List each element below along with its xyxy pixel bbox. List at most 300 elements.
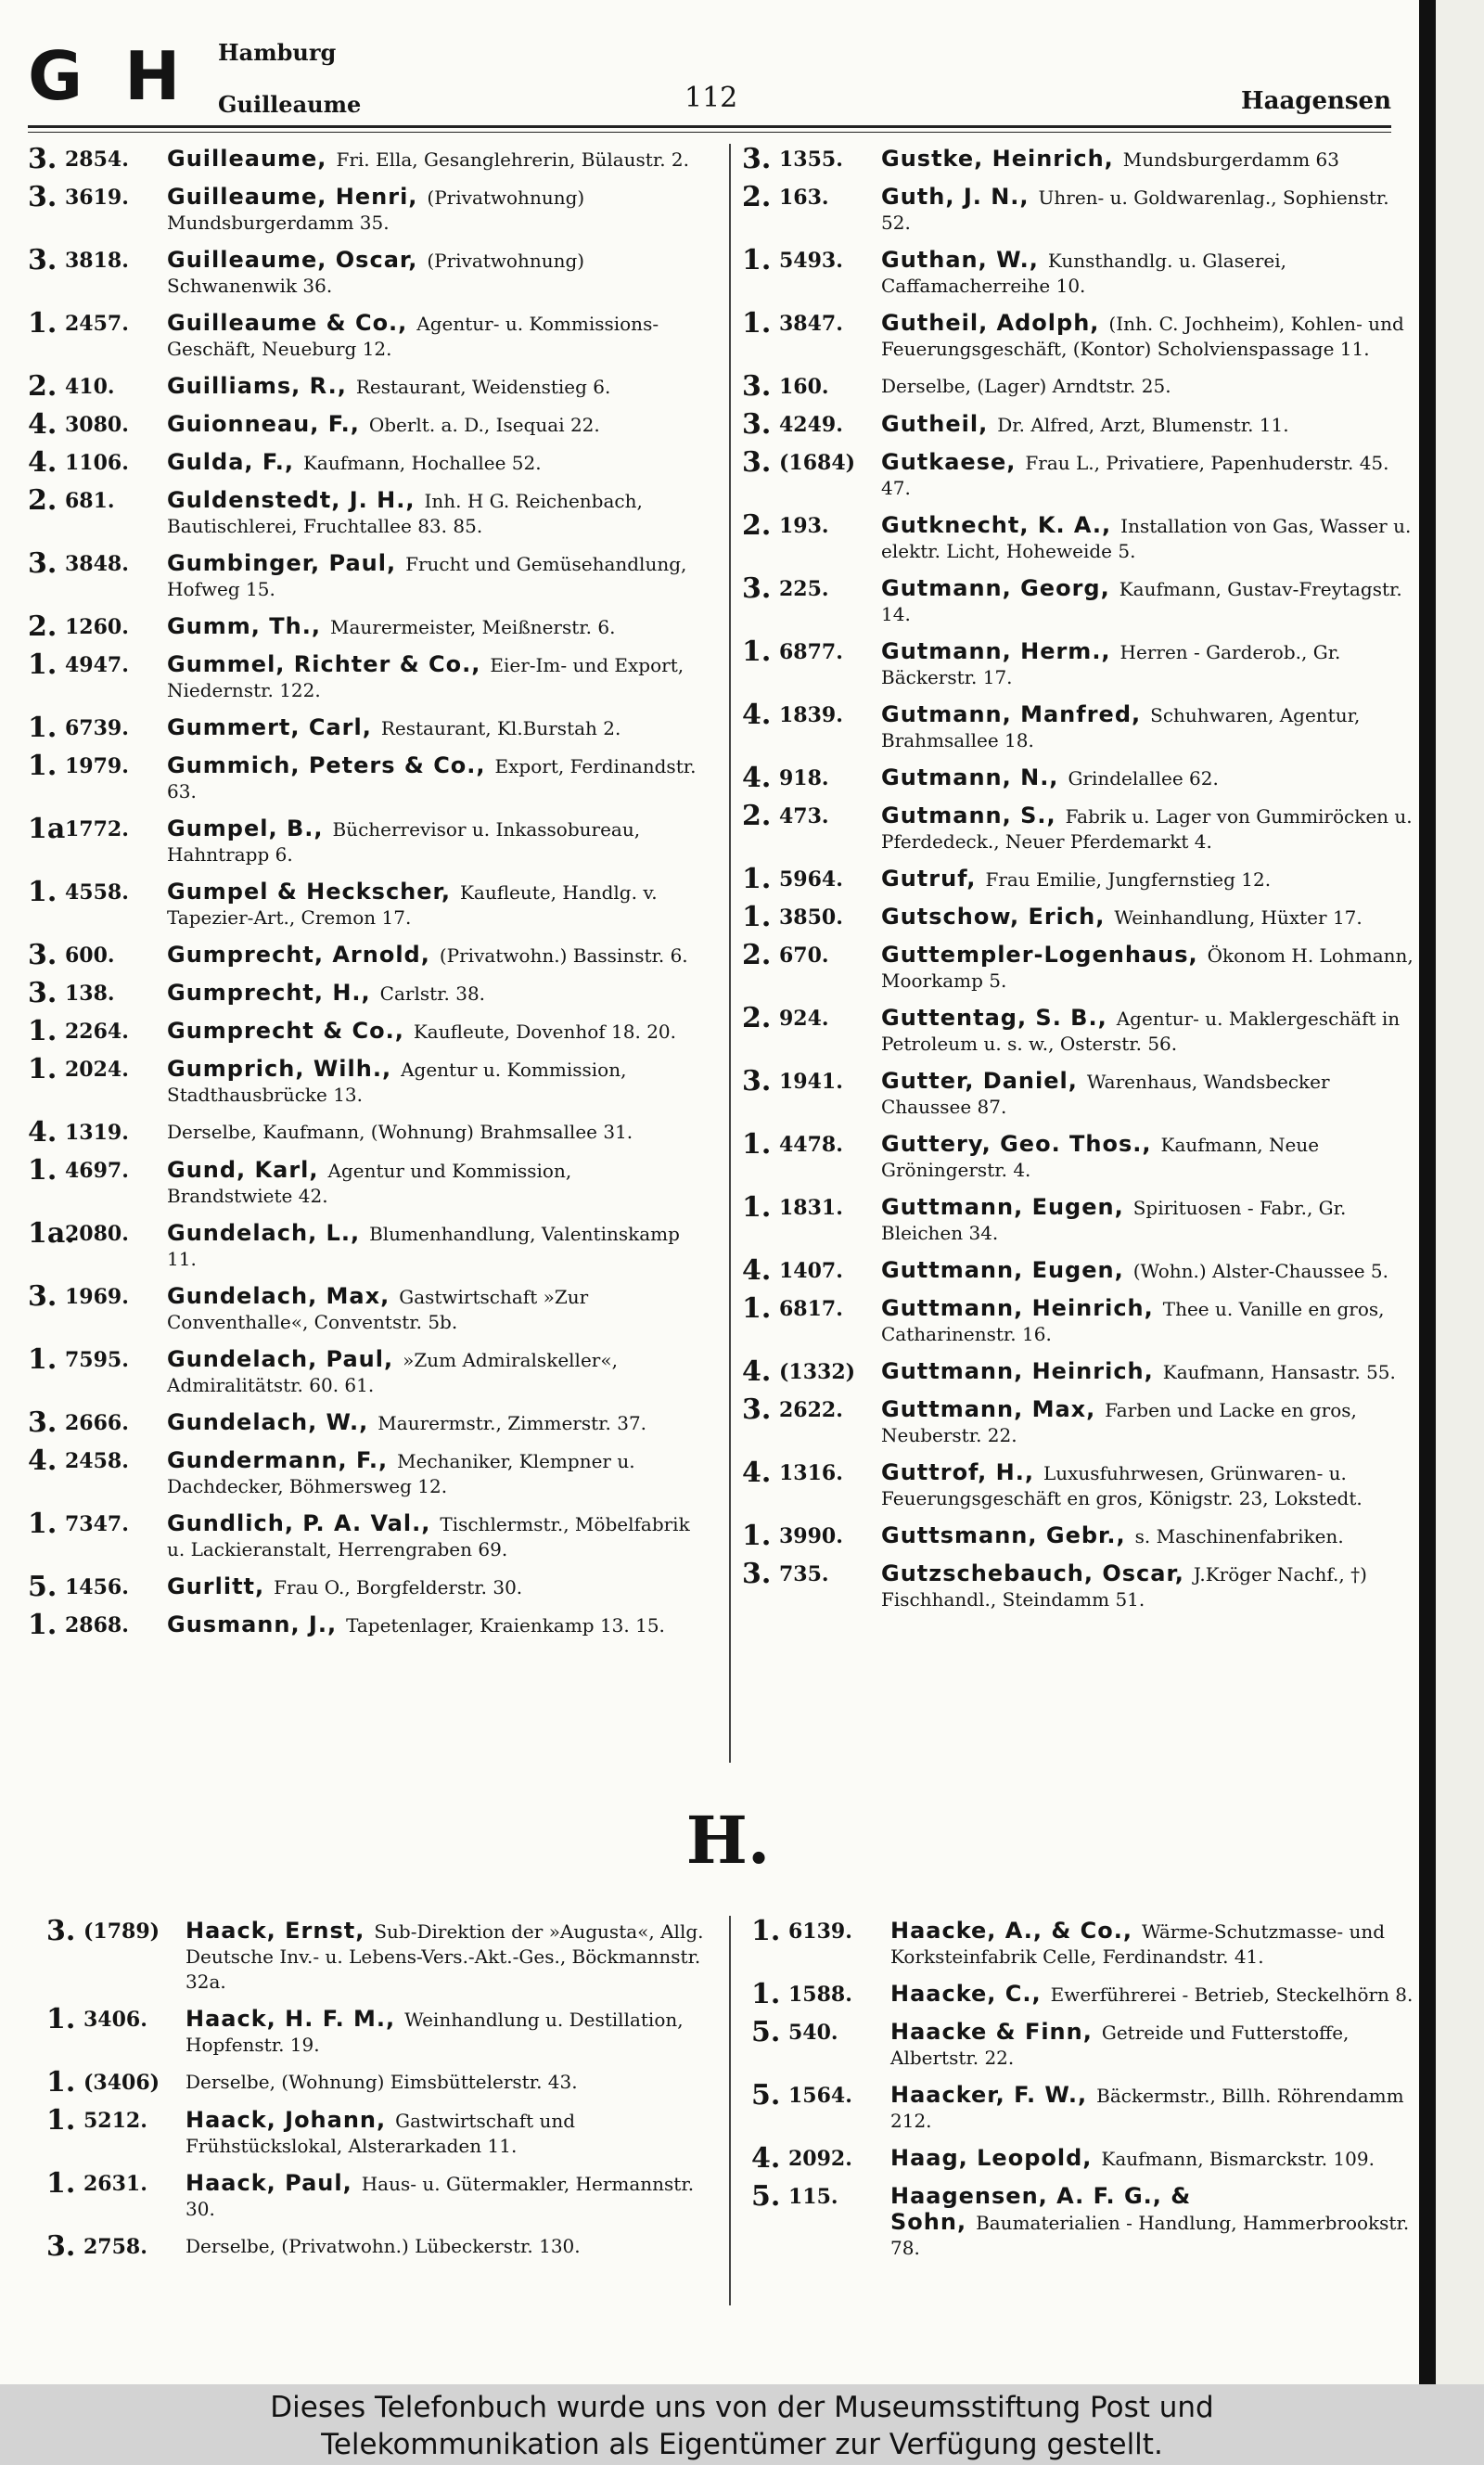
directory-entry [742, 1520, 1415, 1552]
entry-text [186, 2108, 720, 2159]
subscriber-name: Gumbinger, Paul, [167, 550, 397, 576]
entry-details: »Zum Admiralskeller«, Admiralitätstr. 60. 61. [167, 1349, 618, 1396]
exchange-code: 1a [28, 813, 66, 845]
entry-text [167, 551, 701, 602]
entry-text [167, 1511, 701, 1562]
subscriber-name: Gundelach, W., [167, 1409, 369, 1435]
phone-number [46, 2167, 186, 2222]
subscriber-name: Gumpel & Heckscher, [167, 879, 451, 905]
phone-number [28, 712, 167, 744]
directory-entry [28, 1116, 701, 1149]
phone-number [742, 1254, 881, 1287]
line-number: 225. [779, 577, 829, 601]
exchange-code: 3. [46, 1915, 76, 1947]
exchange-code: 2. [742, 800, 772, 832]
subscriber-name: Gulda, F., [167, 449, 294, 475]
subscriber-name: Guttempler-Logenhaus, [881, 942, 1198, 968]
line-number: 4697. [65, 1159, 129, 1183]
subscriber-name: Gutmann, N., [881, 764, 1059, 790]
exchange-code: 3. [742, 1065, 772, 1098]
line-number: 2666. [65, 1411, 129, 1435]
entry-details: (Privatwohnung) Schwanenwik 36. [167, 250, 585, 297]
directory-entry [751, 2142, 1425, 2175]
phone-number [28, 547, 167, 602]
header-rule [28, 125, 1391, 128]
exchange-code: 4. [742, 699, 772, 731]
exchange-code: 4. [28, 446, 58, 479]
entry-details: Kunsthandlg. u. Glaserei, Caffamacherreihe 10. [881, 250, 1286, 297]
exchange-code: 1. [28, 750, 58, 782]
phone-number [28, 1571, 167, 1603]
phone-number [28, 1015, 167, 1047]
entry-details: Gastwirtschaft und Frühstückslokal, Alsterarkaden 11. [186, 2110, 576, 2157]
line-number: 600. [65, 944, 115, 968]
phone-number [28, 1444, 167, 1499]
phone-number [28, 977, 167, 1009]
directory-entry [28, 977, 701, 1009]
entry-text [881, 311, 1415, 362]
entry-text [167, 1221, 701, 1272]
subscriber-name: Gumprich, Wilh., [167, 1056, 392, 1082]
subscriber-name: Haagensen, A. F. G., & Sohn, [890, 2183, 1192, 2235]
line-number: 4478. [779, 1133, 843, 1157]
directory-entry [742, 408, 1415, 441]
subscriber-name: Haacke, A., & Co., [890, 1918, 1132, 1944]
line-number: 1319. [65, 1121, 129, 1145]
directory-entry [28, 408, 701, 441]
phone-number [28, 1217, 167, 1272]
line-number: 1564. [788, 2084, 852, 2108]
exchange-code: 4. [742, 1355, 772, 1388]
phone-number [28, 1406, 167, 1439]
line-number: 540. [788, 2021, 838, 2045]
exchange-code: 3. [742, 1558, 772, 1590]
entry-details: Derselbe, (Privatwohn.) Lübeckerstr. 130. [186, 2235, 581, 2257]
directory-entry [28, 712, 701, 744]
entry-details: Restaurant, Weidenstieg 6. [355, 376, 611, 398]
entry-text [167, 981, 701, 1007]
entry-details: Maurermeister, Meißnerstr. 6. [329, 616, 616, 638]
phone-number [742, 408, 881, 441]
entry-text [167, 753, 701, 804]
entry-text [890, 2083, 1425, 2134]
entry-details: Kaufmann, Hochallee 52. [302, 452, 542, 474]
directory-entry [751, 2016, 1425, 2071]
entry-details: Warenhaus, Wandsbecker Chaussee 87. [881, 1071, 1330, 1118]
entry-details: Sub-Direktion der »Augusta«, Allg. Deutsche Inv.- u. Lebens-Vers.-Akt.-Ges., Böckmannstr. 32a. [186, 1920, 704, 1993]
line-number: 2092. [788, 2147, 852, 2171]
directory-entry [742, 1128, 1415, 1183]
line-number: 2080. [65, 1222, 129, 1246]
entry-text [881, 576, 1415, 627]
directory-entry [742, 762, 1415, 794]
directory-entry [28, 244, 701, 299]
subscriber-name: Gundermann, F., [167, 1447, 389, 1473]
directory-entry [742, 939, 1415, 994]
entry-text [167, 1158, 701, 1209]
entry-details: Eier-Im- und Export, Niedernstr. 122. [167, 654, 684, 701]
exchange-code: 1. [28, 307, 58, 340]
footer-line-2: Telekommunikation als Eigentümer zur Verfügung gestellt. [321, 2428, 1163, 2461]
subscriber-name: Gutzschebauch, Oscar, [881, 1560, 1184, 1586]
exchange-code: 1. [28, 1508, 58, 1540]
right-column [742, 143, 1415, 1624]
exchange-code: 2. [28, 484, 58, 517]
subscriber-name: Guttsmann, Gebr., [881, 1522, 1126, 1548]
exchange-code: 1. [28, 876, 58, 908]
entry-text [167, 1057, 701, 1108]
entry-text [167, 652, 701, 703]
directory-entry [46, 1915, 720, 1995]
entry-text [167, 816, 701, 867]
directory-entry [742, 1355, 1415, 1388]
subscriber-name: Haack, Ernst, [186, 1918, 365, 1944]
subscriber-name: Gutknecht, K. A., [881, 512, 1112, 538]
directory-entry [742, 901, 1415, 933]
directory-entry [742, 1254, 1415, 1287]
phone-number [742, 800, 881, 854]
entry-details: Wärme-Schutzmasse- und Korksteinfabrik Celle, Ferdinandstr. 41. [890, 1920, 1386, 1968]
line-number: 7595. [65, 1348, 129, 1372]
entry-details: Agentur u. Kommission, Stadthausbrücke 13. [167, 1059, 627, 1106]
line-number: 4558. [65, 880, 129, 905]
phone-number [46, 2230, 186, 2263]
line-number: 2758. [83, 2235, 147, 2259]
line-number: 1588. [788, 1983, 852, 2007]
exchange-code: 2. [742, 1002, 772, 1034]
subscriber-name: Gumprecht & Co., [167, 1018, 404, 1044]
exchange-code: 3. [28, 143, 58, 175]
entry-details: (Privatwohn.) Bassinstr. 6. [439, 944, 688, 967]
line-number: 670. [779, 944, 829, 968]
subscriber-name: Guttmann, Heinrich, [881, 1295, 1154, 1321]
line-number: 3850. [779, 905, 843, 930]
line-number: 1106. [65, 451, 129, 475]
entry-details: Uhren- u. Goldwarenlag., Sophienstr. 52. [881, 186, 1389, 234]
line-number: (1684) [779, 451, 856, 475]
subscriber-name: Gumprecht, Arnold, [167, 942, 430, 968]
phone-number [28, 1609, 167, 1641]
exchange-code: 1. [28, 648, 58, 681]
entry-details: Agentur- u. Kommissions-Geschäft, Neueburg 12. [167, 313, 659, 360]
entry-details: Herren - Garderob., Gr. Bäckerstr. 17. [881, 641, 1341, 688]
entry-details: Kaufmann, Gustav-Freytagstr. 14. [881, 578, 1402, 625]
phone-number [751, 2079, 890, 2134]
directory-entry [28, 1217, 701, 1272]
phone-number [742, 143, 881, 175]
line-number: 6739. [65, 716, 129, 740]
subscriber-name: Gundelach, Max, [167, 1283, 390, 1309]
entry-details: Ökonom H. Lohmann, Moorkamp 5. [881, 944, 1414, 992]
exchange-code: 1. [751, 1978, 781, 2010]
directory-entry [742, 863, 1415, 895]
entry-details: Weinhandlung u. Destillation, Hopfenstr. 19. [186, 2009, 684, 2056]
subscriber-name: Haacker, F. W., [890, 2082, 1088, 2108]
subscriber-name: Gutmann, Georg, [881, 575, 1110, 601]
phone-number [28, 307, 167, 362]
subscriber-name: Guttrof, H., [881, 1459, 1034, 1485]
subscriber-name: Haacke & Finn, [890, 2019, 1093, 2045]
entry-details: Maurermstr., Zimmerstr. 37. [377, 1412, 647, 1434]
phone-number [46, 2104, 186, 2159]
adjacent-page-edge [1436, 0, 1484, 2384]
directory-entry [46, 2003, 720, 2058]
header-right-word: Haagensen [1241, 87, 1391, 115]
exchange-code: 1. [742, 244, 772, 276]
line-number: 2854. [65, 148, 129, 172]
exchange-code: 3. [742, 446, 772, 479]
entry-text [186, 2070, 720, 2096]
phone-number [742, 699, 881, 753]
directory-entry [742, 1558, 1415, 1612]
phone-number [28, 1154, 167, 1209]
line-number: 2868. [65, 1613, 129, 1637]
phone-number [28, 143, 167, 175]
entry-details: Schuhwaren, Agentur, Brahmsallee 18. [881, 704, 1361, 751]
directory-entry [28, 813, 701, 867]
exchange-code: 5. [751, 2079, 781, 2112]
phone-number [46, 1915, 186, 1995]
entry-text [167, 185, 701, 236]
entry-details: Fri. Ella, Gesanglehrerin, Bülaustr. 2. [336, 148, 690, 171]
line-number: 2264. [65, 1020, 129, 1044]
entry-text [167, 412, 701, 438]
directory-entry [28, 484, 701, 539]
entry-text [881, 1132, 1415, 1183]
line-number: 3080. [65, 413, 129, 437]
exchange-code: 3. [28, 547, 58, 580]
directory-entry [28, 1508, 701, 1562]
line-number: 1456. [65, 1575, 129, 1599]
entry-details: Baumaterialien - Handlung, Hammerbrookstr. 78. [890, 2212, 1410, 2259]
subscriber-name: Haacke, C., [890, 1981, 1042, 2007]
entry-text [881, 803, 1415, 854]
line-number: 1355. [779, 148, 843, 172]
line-number: 5212. [83, 2109, 147, 2133]
exchange-code: 3. [28, 244, 58, 276]
entry-text [167, 488, 701, 539]
exchange-code: 1. [28, 1154, 58, 1187]
entry-details: Derselbe, Kaufmann, (Wohnung) Brahmsallee 31. [167, 1121, 633, 1143]
directory-entry [742, 181, 1415, 236]
directory-entry [28, 1015, 701, 1047]
directory-entry [751, 1915, 1425, 1970]
entry-details: Gastwirtschaft »Zur Conventhalle«, Conventstr. 5b. [167, 1286, 589, 1333]
entry-details: Kaufmann, Bismarckstr. 109. [1101, 2148, 1375, 2170]
subscriber-name: Gutmann, S., [881, 802, 1056, 828]
phone-number [46, 2066, 186, 2099]
exchange-code: 1. [46, 2066, 76, 2099]
phone-number [28, 370, 167, 403]
entry-text [881, 639, 1415, 690]
footer-banner [0, 2384, 1484, 2465]
subscriber-name: Guilleaume, Henri, [167, 184, 418, 210]
entry-text [881, 1460, 1415, 1511]
entry-details: Oberlt. a. D., Isequai 22. [368, 414, 600, 436]
subscriber-name: Gusmann, J., [167, 1611, 338, 1637]
exchange-code: 1. [742, 1191, 772, 1224]
subscriber-name: Guth, J. N., [881, 184, 1030, 210]
subscriber-name: Guilliams, R., [167, 373, 347, 399]
exchange-code: 2. [28, 610, 58, 643]
exchange-code: 1. [28, 1015, 58, 1047]
phone-number [751, 2016, 890, 2071]
directory-entry [28, 1053, 701, 1108]
entry-text [186, 2234, 720, 2260]
line-number: 3818. [65, 249, 129, 273]
exchange-code: 5. [751, 2016, 781, 2048]
line-number: 160. [779, 375, 829, 399]
entry-details: (Wohn.) Alster-Chaussee 5. [1132, 1260, 1388, 1282]
entry-text [881, 412, 1415, 438]
exchange-code: 1. [28, 1053, 58, 1085]
exchange-code: 4. [742, 762, 772, 794]
directory-entry [742, 636, 1415, 690]
entry-text [167, 1019, 701, 1045]
directory-entry [28, 370, 701, 403]
entry-details: Frucht und Gemüsehandlung, Hofweg 15. [167, 553, 687, 600]
subscriber-name: Gumm, Th., [167, 613, 321, 639]
entry-text [881, 1359, 1415, 1385]
directory-entry [742, 509, 1415, 564]
phone-number [28, 813, 167, 867]
phone-number [28, 1343, 167, 1398]
directory-entry [742, 446, 1415, 501]
subscriber-name: Haag, Leopold, [890, 2145, 1093, 2171]
entry-text [890, 1919, 1425, 1970]
entry-text [881, 1258, 1415, 1284]
entry-text [186, 2007, 720, 2058]
directory-entry [28, 1406, 701, 1439]
line-number: 735. [779, 1562, 829, 1586]
subscriber-name: Guttery, Geo. Thos., [881, 1131, 1152, 1157]
entry-details: Ewerführerei - Betrieb, Steckelhörn 8. [1050, 1984, 1414, 2006]
subscriber-name: Guttmann, Eugen, [881, 1257, 1124, 1283]
phone-number [742, 901, 881, 933]
exchange-code: 1. [28, 1609, 58, 1641]
phone-number [742, 939, 881, 994]
entry-text [167, 248, 701, 299]
phone-number [742, 1191, 881, 1246]
entry-text [881, 1561, 1415, 1612]
entry-details: Frau Emilie, Jungfernstieg 12. [985, 868, 1272, 891]
directory-entry [742, 1065, 1415, 1120]
directory-entry [751, 2180, 1425, 2261]
entry-text [881, 702, 1415, 753]
phone-number [28, 1116, 167, 1149]
exchange-code: 1. [28, 1343, 58, 1376]
entry-text [167, 374, 701, 400]
entry-text [167, 1574, 701, 1600]
directory-entry [28, 648, 701, 703]
exchange-code: 1. [742, 863, 772, 895]
line-number: 115. [788, 2185, 838, 2209]
entry-text [890, 2020, 1425, 2071]
exchange-code: 3. [742, 408, 772, 441]
subscriber-name: Gutruf, [881, 866, 977, 892]
exchange-code: 1. [742, 636, 772, 668]
header-word-top: Hamburg [218, 39, 337, 66]
entry-text [881, 374, 1415, 400]
entry-details: Frau O., Borgfelderstr. 30. [274, 1576, 523, 1598]
exchange-code: 1. [46, 2003, 76, 2035]
phone-number [742, 1457, 881, 1511]
entry-text [881, 147, 1415, 173]
line-number: 681. [65, 489, 115, 513]
directory-entry [28, 143, 701, 175]
directory-entry [46, 2167, 720, 2222]
page-header [28, 37, 1391, 139]
directory-entry [742, 1457, 1415, 1511]
phone-number [28, 181, 167, 236]
phone-number [742, 1128, 881, 1183]
directory-entry [46, 2104, 720, 2159]
phone-number [742, 370, 881, 403]
line-number: (3406) [83, 2071, 160, 2095]
entry-details: Grindelallee 62. [1068, 767, 1219, 790]
line-number: 3847. [779, 312, 843, 336]
exchange-code: 4. [751, 2142, 781, 2175]
exchange-code: 1. [742, 1520, 772, 1552]
exchange-code: 1. [742, 901, 772, 933]
subscriber-name: Gurlitt, [167, 1573, 265, 1599]
line-number: 6817. [779, 1297, 843, 1321]
subscriber-name: Gutheil, [881, 411, 989, 437]
line-number: 2024. [65, 1058, 129, 1082]
phone-number [742, 572, 881, 627]
subscriber-name: Gutmann, Herm., [881, 638, 1111, 664]
entry-details: Thee u. Vanille en gros, Catharinenstr. 16. [881, 1298, 1385, 1345]
entry-text [167, 147, 701, 173]
directory-entry [28, 1609, 701, 1641]
entry-text [881, 248, 1415, 299]
entry-text [881, 1195, 1415, 1246]
directory-entry [28, 876, 701, 931]
subscriber-name: Gund, Karl, [167, 1157, 319, 1183]
line-number: 2457. [65, 312, 129, 336]
line-number: 6139. [788, 1919, 852, 1944]
line-number: 2458. [65, 1449, 129, 1473]
entry-details: Bäckermstr., Billh. Röhrendamm 212. [890, 2085, 1404, 2132]
directory-entry [28, 610, 701, 643]
subscriber-name: Haack, H. F. M., [186, 2006, 396, 2032]
entry-text [890, 2146, 1425, 2172]
entry-details: Getreide und Futterstoffe, Albertstr. 22. [890, 2022, 1350, 2069]
entry-details: Inh. H G. Reichenbach, Bautischlerei, Fruchtallee 83. 85. [167, 490, 643, 537]
directory-entry [742, 307, 1415, 362]
entry-details: Kaufmann, Neue Gröningerstr. 4. [881, 1134, 1320, 1181]
phone-number [28, 244, 167, 299]
phone-number [742, 1355, 881, 1388]
entry-details: Kaufleute, Handlg. v. Tapezier-Art., Cremon 17. [167, 881, 658, 929]
exchange-code: 4. [742, 1457, 772, 1489]
subscriber-name: Gumpel, B., [167, 815, 324, 841]
entry-text [167, 311, 701, 362]
phone-number [751, 2142, 890, 2175]
entry-text [881, 1523, 1415, 1549]
phone-number [28, 1280, 167, 1335]
exchange-code: 3. [28, 1280, 58, 1313]
column-divider-h [729, 1916, 731, 2305]
subscriber-name: Gummich, Peters & Co., [167, 752, 486, 778]
directory-entry [742, 1393, 1415, 1448]
entry-text [881, 185, 1415, 236]
exchange-code: 4. [28, 408, 58, 441]
line-number: 1941. [779, 1070, 843, 1094]
entry-details: Weinhandlung, Hüxter 17. [1114, 906, 1362, 929]
entry-text [167, 1410, 701, 1436]
line-number: 2631. [83, 2172, 147, 2196]
